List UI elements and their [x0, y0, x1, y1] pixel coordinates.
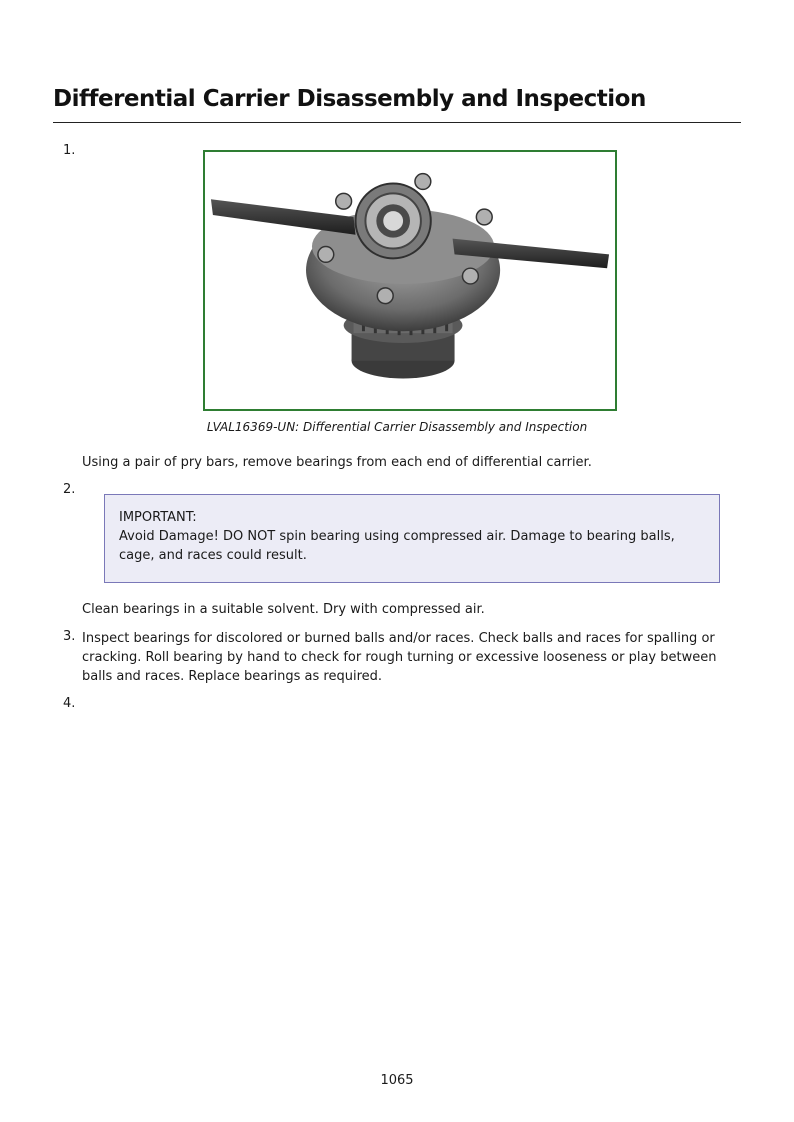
step-2-text: Clean bearings in a suitable solvent. Dry with compressed air. — [82, 602, 485, 617]
differential-carrier-illustration — [205, 152, 615, 409]
title-divider — [53, 122, 741, 123]
important-notice — [104, 494, 720, 583]
figure-caption: LVAL16369-UN: Differential Carrier Disassembly and Inspection — [206, 420, 588, 434]
step-2-number: 2. — [63, 482, 76, 497]
step-3-text: Inspect bearings for discolored or burned balls and/or races. Check balls and races for spalling or cracking. Roll bearing by hand to check for rough turning or excessive looseness or play between balls and races. Replace bearings as required. — [82, 631, 717, 684]
important-heading: IMPORTANT: — [119, 510, 197, 525]
page-number: 1065 — [380, 1073, 414, 1088]
step-3-number: 3. — [63, 629, 76, 644]
step-1-number: 1. — [63, 143, 76, 158]
step-1-text: Using a pair of pry bars, remove bearings from each end of differential carrier. — [82, 455, 592, 470]
step-4-number: 4. — [63, 696, 76, 711]
figure-differential-carrier — [203, 150, 617, 411]
page-title: Differential Carrier Disassembly and Inspection — [53, 86, 646, 112]
important-text: Avoid Damage! DO NOT spin bearing using compressed air. Damage to bearing balls, cage, and races could result. — [119, 529, 675, 563]
